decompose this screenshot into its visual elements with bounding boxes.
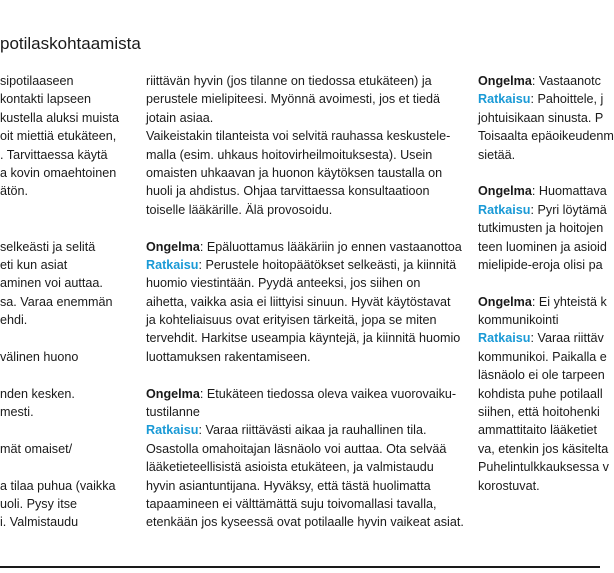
text-line: eti kun asiat <box>0 257 68 272</box>
text-line: hyvin asiantuntijana. Hyväksy, että tästä huolimatta <box>146 478 431 493</box>
text-line: jotain asiaa. <box>146 110 214 125</box>
page-title: potilaskohtaamista <box>0 34 141 53</box>
text-line: mielipide-eroja olisi pa <box>478 257 603 272</box>
solution-text: : Varaa riittäv <box>530 331 604 346</box>
text-line: sipotilaaseen <box>0 74 74 88</box>
column-left <box>0 72 118 532</box>
text-line <box>0 421 118 439</box>
text-line: korostuvat. <box>478 478 540 493</box>
text-line: i. Valmistaudu <box>0 515 79 530</box>
solution-line <box>478 90 604 108</box>
problem-label: Ongelma <box>478 294 532 309</box>
problem-label: Ongelma <box>146 386 200 401</box>
problem-label: Ongelma <box>478 74 532 88</box>
solution-text: : Varaa riittävästi aikaa ja rauhallinen tila. <box>198 423 427 438</box>
text-line <box>0 219 118 237</box>
text-line: teen luominen ja asioid <box>478 239 607 254</box>
column-middle <box>146 72 464 532</box>
text-line: malla (esim. uhkaus hoitovirheilmoituksesta). Usein <box>146 147 433 162</box>
solution-line <box>478 329 604 347</box>
text-line: välinen huono <box>0 349 79 364</box>
text-line: ätön. <box>0 184 29 199</box>
solution-text: : Pyri löytämä <box>530 202 607 217</box>
text-line: siihen, että hoitohenki <box>478 405 600 420</box>
problem-line <box>146 385 456 403</box>
text-line: kommunikoi. Paikalla e <box>478 349 607 364</box>
text-line: sa. Varaa enemmän <box>0 294 113 309</box>
text-line <box>0 366 118 384</box>
problem-line-continued: kommunikointi <box>478 313 559 328</box>
text-line: lääketieteellisistä asioista etukäteen, ja valmistaudu <box>146 460 434 475</box>
text-line: selkeästi ja selitä <box>0 239 96 254</box>
paragraph-gap <box>146 366 456 384</box>
text-line: . Tarvittaessa käytä <box>0 147 108 162</box>
problem-label: Ongelma <box>146 239 200 254</box>
paragraph-gap <box>478 164 600 182</box>
problem-line <box>478 182 607 200</box>
text-line: tutkimusten ja hoitojen <box>478 221 604 236</box>
text-line: Puhelintulkkauksessa v <box>478 460 609 475</box>
problem-line-continued: tustilanne <box>146 405 200 420</box>
solution-text: : Perustele hoitopäätökset selkeästi, ja kiinnitä <box>198 257 457 272</box>
text-line: aihetta, vaikka asia ei liittyisi sinuun. Hyvät käytöstavat <box>146 294 451 309</box>
problem-text: : Etukäteen tiedossa oleva vaikea vuorovaiku- <box>199 386 457 401</box>
text-line <box>0 201 118 219</box>
solution-label: Ratkaisu <box>478 92 531 107</box>
text-line: etenkään jos kyseessä ovat potilaalle hyvin vaikeat asiat. <box>146 515 464 530</box>
text-line: ja kohteliaisuus ovat erityisen tärkeitä, jopa se miten <box>146 313 437 328</box>
text-line: aminen voi auttaa. <box>0 276 103 291</box>
column-right <box>478 72 614 495</box>
solution-label: Ratkaisu <box>478 202 531 217</box>
text-line: nden kesken. <box>0 386 75 401</box>
text-line <box>0 329 118 347</box>
text-line: a kovin omaehtoinen <box>0 165 117 180</box>
problem-line <box>478 72 600 90</box>
problem-text: : Huomattava <box>531 184 607 199</box>
text-line: omaisten uhkaavan ja huonon käytöksen taustalla on <box>146 165 443 180</box>
text-line: sietää. <box>478 147 516 162</box>
paragraph-gap <box>146 219 456 237</box>
text-line: huomio viestintään. Pyydä anteeksi, jos siihen on <box>146 276 421 291</box>
text-line: toiselle lääkärille. Älä provosoidu. <box>146 202 333 217</box>
text-line: riittävän hyvin (jos tilanne on tiedossa etukäteen) ja <box>146 74 432 88</box>
solution-label: Ratkaisu <box>478 331 531 346</box>
bottom-rule <box>0 566 600 568</box>
text-line: uoli. Pysy itse <box>0 496 77 511</box>
text-line: a tilaa puhua (vaikka <box>0 478 116 493</box>
text-line: läsnäolo ei ole tarpeen <box>478 368 605 383</box>
problem-text: : Ei yhteistä k <box>531 294 607 309</box>
text-line: ammattitaito lääketiet <box>478 423 597 438</box>
solution-label: Ratkaisu <box>146 423 199 438</box>
text-line: va, etenkin jos käsitelta <box>478 441 609 456</box>
text-line: huoli ja ahdistus. Ohjaa tarvittaessa konsultaatioon <box>146 184 430 199</box>
problem-line <box>478 293 607 311</box>
text-line: oit miettiä etukäteen, <box>0 129 117 144</box>
problem-text: : Vastaanotc <box>531 74 601 88</box>
text-line: luottamuksen rakentamiseen. <box>146 349 311 364</box>
text-line: kontakti lapseen <box>0 92 92 107</box>
text-line: kustella aluksi muista <box>0 110 119 125</box>
paragraph-gap <box>478 274 600 292</box>
solution-line <box>478 201 607 219</box>
text-line: kohdista puhe potilaall <box>478 386 603 401</box>
text-line: perustele mielipiteesi. Myönnä avoimesti, jos et tiedä <box>146 92 440 107</box>
solution-label: Ratkaisu <box>146 257 199 272</box>
text-line: mät omaiset/ <box>0 441 73 456</box>
text-line: tapaamineen ei välttämättä suju toivomallasi tavalla, <box>146 496 437 511</box>
text-line: tervehdit. Harkitse useampia käyntejä, ja kiinnitä huomio <box>146 331 461 346</box>
problem-line <box>146 238 462 256</box>
text-line: ehdi. <box>0 313 28 328</box>
problem-text: : Epäluottamus lääkäriin jo ennen vastaanottoa <box>199 239 462 254</box>
solution-line <box>146 421 456 439</box>
problem-label: Ongelma <box>478 184 532 199</box>
solution-text: : Pahoittele, j <box>530 92 604 107</box>
text-line: Toisaalta epäoikeudenm <box>478 129 614 144</box>
text-line: mesti. <box>0 405 34 420</box>
text-line: Osastolla omahoitajan läsnäolo voi auttaa. Ota selvää <box>146 441 447 456</box>
text-line: Vaikeistakin tilanteista voi selvitä rauhassa keskustele- <box>146 129 451 144</box>
text-line: johtuisikaan sinusta. P <box>478 110 604 125</box>
solution-line <box>146 256 456 274</box>
text-line <box>0 458 118 476</box>
